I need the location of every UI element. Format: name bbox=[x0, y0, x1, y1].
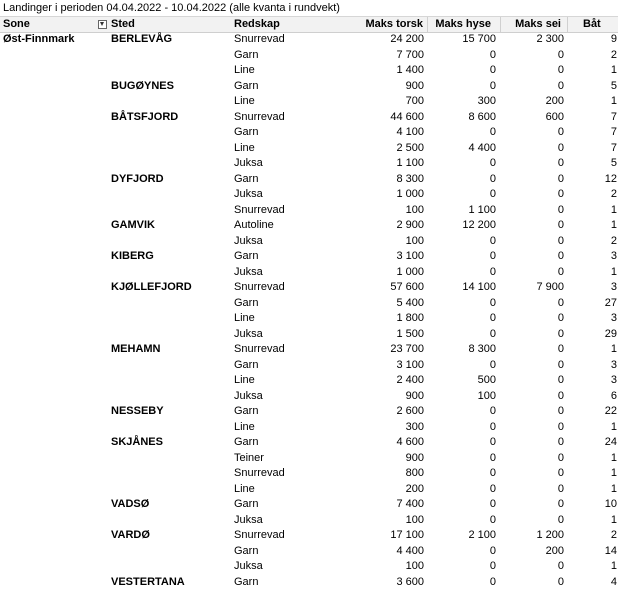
cell-maks-sei: 200 bbox=[545, 95, 564, 107]
table-row bbox=[0, 79, 618, 95]
cell-maks-sei: 0 bbox=[557, 575, 564, 588]
cell-maks-hyse: 0 bbox=[489, 575, 496, 588]
table-row bbox=[0, 373, 618, 389]
table-row bbox=[0, 94, 618, 110]
cell-maks-torsk: 1 400 bbox=[396, 64, 424, 76]
cell-maks-sei: 0 bbox=[557, 374, 564, 386]
cell-redskap: Line bbox=[234, 482, 255, 495]
cell-sted: KJØLLEFJORD bbox=[111, 281, 192, 293]
cell-sted: MEHAMN bbox=[111, 343, 161, 355]
header-bat[interactable]: Båt bbox=[583, 18, 601, 30]
cell-sted: VARDØ bbox=[111, 529, 150, 541]
cell-maks-hyse: 0 bbox=[489, 327, 496, 340]
table-row bbox=[0, 218, 618, 234]
header-sone[interactable]: Sone bbox=[3, 18, 30, 30]
cell-maks-hyse: 100 bbox=[477, 389, 496, 402]
cell-maks-hyse: 4 400 bbox=[468, 141, 496, 154]
cell-maks-sei: 200 bbox=[545, 544, 564, 557]
cell-maks-sei: 0 bbox=[557, 64, 564, 76]
header-maks-hyse[interactable]: Maks hyse bbox=[435, 18, 491, 30]
cell-bat: 7 bbox=[610, 126, 617, 138]
cell-redskap: Snurrevad bbox=[234, 529, 285, 541]
cell-maks-hyse: 0 bbox=[489, 513, 496, 526]
cell-bat: 1 bbox=[610, 95, 617, 107]
cell-bat: 1 bbox=[610, 219, 617, 231]
table-row bbox=[0, 513, 618, 529]
cell-redskap: Juksa bbox=[234, 234, 263, 247]
cell-maks-torsk: 2 600 bbox=[396, 405, 424, 417]
cell-redskap: Garn bbox=[234, 172, 259, 185]
cell-bat: 2 bbox=[610, 188, 617, 200]
table-row bbox=[0, 466, 618, 482]
cell-maks-hyse: 0 bbox=[489, 250, 496, 262]
cell-maks-sei: 0 bbox=[557, 405, 564, 417]
table-row bbox=[0, 280, 618, 296]
cell-maks-sei: 2 300 bbox=[536, 33, 564, 45]
cell-redskap: Line bbox=[234, 312, 255, 324]
cell-maks-torsk: 100 bbox=[405, 560, 424, 572]
table-row bbox=[0, 187, 618, 203]
cell-bat: 7 bbox=[610, 141, 617, 154]
cell-redskap: Garn bbox=[234, 296, 259, 309]
cell-redskap: Garn bbox=[234, 405, 259, 417]
cell-redskap: Snurrevad bbox=[234, 467, 285, 479]
cell-bat: 14 bbox=[604, 544, 617, 557]
table-row bbox=[0, 435, 618, 451]
table-row bbox=[0, 404, 618, 420]
cell-maks-hyse: 0 bbox=[489, 188, 496, 200]
header-divider bbox=[427, 17, 428, 32]
cell-maks-hyse: 0 bbox=[489, 172, 496, 185]
cell-bat: 27 bbox=[604, 296, 617, 309]
table-row bbox=[0, 125, 618, 141]
cell-maks-torsk: 100 bbox=[405, 234, 424, 247]
table-row bbox=[0, 172, 618, 188]
header-divider bbox=[500, 17, 501, 32]
cell-maks-sei: 0 bbox=[557, 188, 564, 200]
header-divider bbox=[567, 17, 568, 32]
cell-maks-hyse: 8 300 bbox=[468, 343, 496, 355]
cell-maks-sei: 0 bbox=[557, 327, 564, 340]
cell-maks-hyse: 0 bbox=[489, 265, 496, 278]
table-row bbox=[0, 63, 618, 79]
table-row bbox=[0, 311, 618, 327]
cell-bat: 2 bbox=[610, 529, 617, 541]
cell-maks-hyse: 0 bbox=[489, 48, 496, 61]
cell-maks-hyse: 14 100 bbox=[462, 281, 496, 293]
cell-maks-hyse: 0 bbox=[489, 296, 496, 309]
cell-redskap: Garn bbox=[234, 544, 259, 557]
cell-maks-sei: 0 bbox=[557, 141, 564, 154]
cell-bat: 1 bbox=[610, 560, 617, 572]
cell-maks-sei: 0 bbox=[557, 343, 564, 355]
table-header bbox=[0, 17, 618, 33]
cell-bat: 3 bbox=[610, 358, 617, 371]
report-title: Landinger i perioden 04.04.2022 - 10.04.2022 (alle kvanta i rundvekt) bbox=[0, 0, 618, 17]
cell-redskap: Juksa bbox=[234, 265, 263, 278]
cell-bat: 1 bbox=[610, 343, 617, 355]
cell-maks-sei: 7 900 bbox=[536, 281, 564, 293]
cell-sted: BÅTSFJORD bbox=[111, 110, 179, 123]
cell-redskap: Garn bbox=[234, 126, 259, 138]
cell-maks-sei: 0 bbox=[557, 312, 564, 324]
cell-maks-torsk: 900 bbox=[405, 79, 424, 92]
cell-maks-sei: 1 200 bbox=[536, 529, 564, 541]
cell-sted: VESTERTANA bbox=[111, 575, 185, 588]
cell-redskap: Snurrevad bbox=[234, 281, 285, 293]
cell-maks-hyse: 0 bbox=[489, 358, 496, 371]
cell-maks-hyse: 0 bbox=[489, 436, 496, 448]
cell-sted: VADSØ bbox=[111, 498, 150, 510]
table-row bbox=[0, 296, 618, 312]
cell-maks-torsk: 1 500 bbox=[396, 327, 424, 340]
cell-maks-sei: 0 bbox=[557, 358, 564, 371]
cell-maks-sei: 0 bbox=[557, 467, 564, 479]
cell-bat: 1 bbox=[610, 513, 617, 526]
cell-redskap: Juksa bbox=[234, 157, 263, 169]
cell-maks-hyse: 0 bbox=[489, 482, 496, 495]
cell-bat: 2 bbox=[610, 234, 617, 247]
cell-maks-hyse: 0 bbox=[489, 451, 496, 464]
cell-maks-sei: 0 bbox=[557, 79, 564, 92]
cell-sted: NESSEBY bbox=[111, 405, 164, 417]
cell-redskap: Garn bbox=[234, 575, 259, 588]
cell-redskap: Juksa bbox=[234, 188, 263, 200]
cell-bat: 22 bbox=[604, 405, 617, 417]
cell-maks-torsk: 5 400 bbox=[396, 296, 424, 309]
cell-redskap: Snurrevad bbox=[234, 203, 285, 216]
cell-bat: 5 bbox=[610, 79, 617, 92]
cell-maks-torsk: 800 bbox=[405, 467, 424, 479]
cell-maks-sei: 0 bbox=[557, 234, 564, 247]
table-row bbox=[0, 420, 618, 436]
table-row bbox=[0, 141, 618, 157]
cell-bat: 1 bbox=[610, 467, 617, 479]
table-row bbox=[0, 358, 618, 374]
cell-maks-torsk: 700 bbox=[405, 95, 424, 107]
cell-maks-torsk: 7 700 bbox=[396, 48, 424, 61]
cell-bat: 6 bbox=[610, 389, 617, 402]
cell-maks-torsk: 300 bbox=[405, 420, 424, 433]
cell-maks-hyse: 500 bbox=[477, 374, 496, 386]
table-body bbox=[0, 32, 618, 590]
cell-bat: 3 bbox=[610, 312, 617, 324]
cell-bat: 7 bbox=[610, 110, 617, 123]
cell-bat: 2 bbox=[610, 48, 617, 61]
cell-redskap: Line bbox=[234, 420, 255, 433]
cell-maks-torsk: 900 bbox=[405, 451, 424, 464]
cell-redskap: Snurrevad bbox=[234, 343, 285, 355]
cell-bat: 5 bbox=[610, 157, 617, 169]
cell-redskap: Line bbox=[234, 95, 255, 107]
cell-maks-hyse: 8 600 bbox=[468, 110, 496, 123]
filter-icon[interactable] bbox=[98, 20, 107, 29]
cell-maks-torsk: 1 800 bbox=[396, 312, 424, 324]
cell-maks-sei: 0 bbox=[557, 172, 564, 185]
table-row bbox=[0, 265, 618, 281]
cell-maks-sei: 0 bbox=[557, 436, 564, 448]
cell-maks-torsk: 2 400 bbox=[396, 374, 424, 386]
table-row bbox=[0, 482, 618, 498]
cell-bat: 24 bbox=[604, 436, 617, 448]
cell-redskap: Autoline bbox=[234, 219, 274, 231]
table-row bbox=[0, 575, 618, 591]
cell-bat: 1 bbox=[610, 420, 617, 433]
cell-maks-hyse: 0 bbox=[489, 467, 496, 479]
cell-maks-torsk: 3 600 bbox=[396, 575, 424, 588]
cell-maks-sei: 0 bbox=[557, 296, 564, 309]
cell-maks-hyse: 2 100 bbox=[468, 529, 496, 541]
cell-bat: 4 bbox=[610, 575, 617, 588]
table-row bbox=[0, 327, 618, 343]
table-row bbox=[0, 342, 618, 358]
cell-maks-torsk: 17 100 bbox=[390, 529, 424, 541]
cell-redskap: Garn bbox=[234, 79, 259, 92]
cell-redskap: Garn bbox=[234, 48, 259, 61]
cell-maks-torsk: 1 100 bbox=[396, 157, 424, 169]
cell-maks-torsk: 2 900 bbox=[396, 219, 424, 231]
cell-maks-hyse: 0 bbox=[489, 560, 496, 572]
cell-maks-hyse: 0 bbox=[489, 544, 496, 557]
cell-maks-sei: 0 bbox=[557, 482, 564, 495]
cell-redskap: Juksa bbox=[234, 389, 263, 402]
cell-maks-torsk: 44 600 bbox=[390, 110, 424, 123]
table-row bbox=[0, 544, 618, 560]
cell-maks-torsk: 900 bbox=[405, 389, 424, 402]
cell-maks-sei: 0 bbox=[557, 420, 564, 433]
cell-bat: 1 bbox=[610, 64, 617, 76]
cell-maks-sei: 0 bbox=[557, 513, 564, 526]
cell-maks-sei: 0 bbox=[557, 451, 564, 464]
cell-maks-sei: 0 bbox=[557, 265, 564, 278]
cell-sted: SKJÅNES bbox=[111, 436, 163, 448]
cell-maks-sei: 0 bbox=[557, 219, 564, 231]
cell-bat: 1 bbox=[610, 482, 617, 495]
cell-maks-hyse: 0 bbox=[489, 498, 496, 510]
cell-maks-hyse: 0 bbox=[489, 405, 496, 417]
cell-bat: 10 bbox=[604, 498, 617, 510]
table-row bbox=[0, 559, 618, 575]
cell-maks-hyse: 0 bbox=[489, 420, 496, 433]
cell-maks-sei: 0 bbox=[557, 389, 564, 402]
cell-redskap: Garn bbox=[234, 358, 259, 371]
cell-maks-sei: 0 bbox=[557, 48, 564, 61]
cell-redskap: Line bbox=[234, 64, 255, 76]
cell-bat: 3 bbox=[610, 281, 617, 293]
table-row bbox=[0, 249, 618, 265]
table-row bbox=[0, 203, 618, 219]
cell-maks-torsk: 24 200 bbox=[390, 33, 424, 45]
cell-redskap: Line bbox=[234, 374, 255, 386]
cell-maks-hyse: 0 bbox=[489, 79, 496, 92]
header-maks-torsk[interactable]: Maks torsk bbox=[365, 18, 423, 30]
header-maks-sei[interactable]: Maks sei bbox=[515, 18, 561, 30]
header-redskap[interactable]: Redskap bbox=[234, 18, 280, 30]
cell-redskap: Juksa bbox=[234, 513, 263, 526]
cell-maks-torsk: 23 700 bbox=[390, 343, 424, 355]
cell-sted: BUGØYNES bbox=[111, 79, 174, 92]
cell-maks-sei: 0 bbox=[557, 560, 564, 572]
cell-bat: 1 bbox=[610, 451, 617, 464]
cell-redskap: Teiner bbox=[234, 451, 264, 464]
cell-maks-hyse: 0 bbox=[489, 312, 496, 324]
cell-bat: 1 bbox=[610, 265, 617, 278]
table-row bbox=[0, 234, 618, 250]
cell-sted: DYFJORD bbox=[111, 172, 164, 185]
header-sted[interactable]: Sted bbox=[111, 18, 135, 30]
table-row bbox=[0, 528, 618, 544]
cell-maks-torsk: 57 600 bbox=[390, 281, 424, 293]
cell-redskap: Garn bbox=[234, 498, 259, 510]
cell-maks-sei: 0 bbox=[557, 250, 564, 262]
cell-redskap: Garn bbox=[234, 436, 259, 448]
cell-bat: 1 bbox=[610, 203, 617, 216]
cell-maks-hyse: 15 700 bbox=[462, 33, 496, 45]
cell-sted: KIBERG bbox=[111, 250, 154, 262]
cell-maks-torsk: 1 000 bbox=[396, 265, 424, 278]
cell-maks-sei: 600 bbox=[545, 110, 564, 123]
cell-redskap: Snurrevad bbox=[234, 110, 285, 123]
cell-redskap: Juksa bbox=[234, 327, 263, 340]
cell-maks-torsk: 4 100 bbox=[396, 126, 424, 138]
cell-redskap: Garn bbox=[234, 250, 259, 262]
cell-maks-sei: 0 bbox=[557, 157, 564, 169]
cell-bat: 3 bbox=[610, 250, 617, 262]
cell-maks-hyse: 300 bbox=[477, 95, 496, 107]
cell-maks-sei: 0 bbox=[557, 498, 564, 510]
cell-maks-hyse: 1 100 bbox=[468, 203, 496, 216]
cell-maks-torsk: 4 600 bbox=[396, 436, 424, 448]
cell-maks-sei: 0 bbox=[557, 126, 564, 138]
cell-bat: 12 bbox=[604, 172, 617, 185]
cell-maks-hyse: 12 200 bbox=[462, 219, 496, 231]
cell-maks-torsk: 4 400 bbox=[396, 544, 424, 557]
cell-maks-torsk: 3 100 bbox=[396, 250, 424, 262]
cell-sted: BERLEVÅG bbox=[111, 33, 173, 45]
cell-redskap: Line bbox=[234, 141, 255, 154]
cell-maks-sei: 0 bbox=[557, 203, 564, 216]
cell-maks-torsk: 1 000 bbox=[396, 188, 424, 200]
cell-maks-torsk: 100 bbox=[405, 513, 424, 526]
cell-bat: 29 bbox=[604, 327, 617, 340]
table-row bbox=[0, 156, 618, 172]
cell-maks-torsk: 100 bbox=[405, 203, 424, 216]
table-row bbox=[0, 110, 618, 126]
cell-sted: GAMVIK bbox=[111, 219, 155, 231]
cell-maks-torsk: 7 400 bbox=[396, 498, 424, 510]
cell-bat: 3 bbox=[610, 374, 617, 386]
cell-maks-hyse: 0 bbox=[489, 126, 496, 138]
cell-bat: 9 bbox=[610, 33, 617, 45]
cell-maks-torsk: 3 100 bbox=[396, 358, 424, 371]
table-row bbox=[0, 451, 618, 467]
cell-maks-hyse: 0 bbox=[489, 234, 496, 247]
cell-sone: Øst-Finnmark bbox=[3, 33, 75, 45]
cell-maks-torsk: 200 bbox=[405, 482, 424, 495]
cell-maks-torsk: 8 300 bbox=[396, 172, 424, 185]
cell-maks-hyse: 0 bbox=[489, 64, 496, 76]
cell-maks-hyse: 0 bbox=[489, 157, 496, 169]
table-row bbox=[0, 48, 618, 64]
table-row bbox=[0, 497, 618, 513]
cell-redskap: Snurrevad bbox=[234, 33, 285, 45]
table-row bbox=[0, 32, 618, 48]
table-row bbox=[0, 389, 618, 405]
cell-redskap: Juksa bbox=[234, 560, 263, 572]
cell-maks-torsk: 2 500 bbox=[396, 141, 424, 154]
